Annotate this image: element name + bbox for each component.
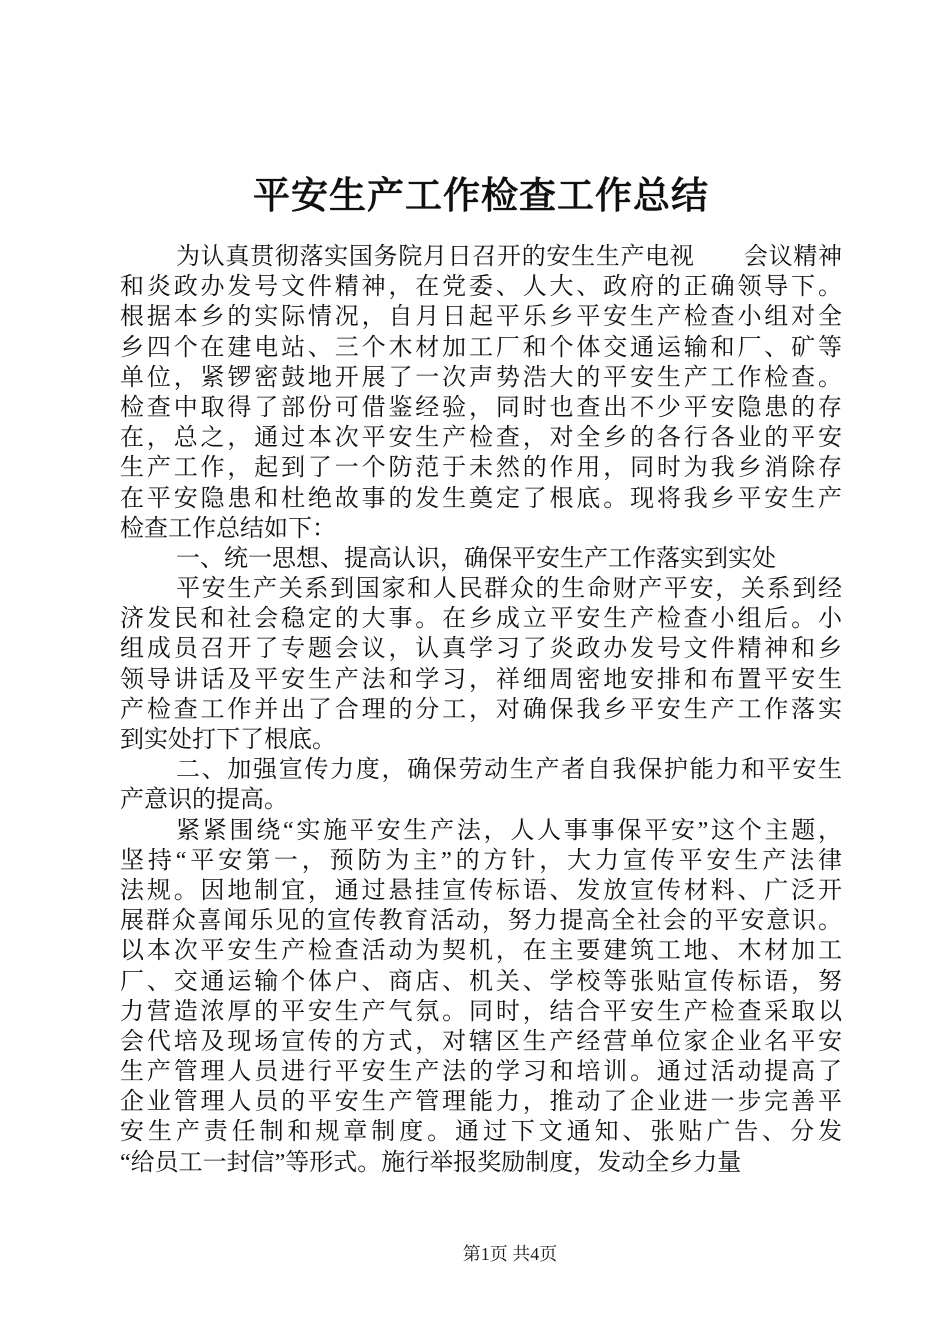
text-line: 生产管理人员进行平安生产法的学习和培训。通过活动提高了 xyxy=(120,1059,842,1086)
text-line: 在平安隐患和杜绝故事的发生奠定了根底。现将我乡平安生产 xyxy=(120,485,842,512)
text-line: 以本次平安生产检查活动为契机，在主要建筑工地、木材加工 xyxy=(120,938,842,965)
paragraph xyxy=(120,242,842,544)
paragraph xyxy=(120,816,842,1178)
text-line: 单位，紧锣密鼓地开展了一次声势浩大的平安生产工作检查。 xyxy=(120,364,842,391)
text-line: 为认真贯彻落实国务院月日召开的安生生产电视 会议精神 xyxy=(176,244,842,270)
text-line: 济发民和社会稳定的大事。在乡成立平安生产检查小组后。小 xyxy=(120,606,842,633)
text-line: 领导讲话及平安生产法和学习，祥细周密地安排和布置平安生 xyxy=(120,666,842,693)
paragraph xyxy=(120,544,842,574)
text-line: 一、统一思想、提高认识，确保平安生产工作落实到实处 xyxy=(176,545,776,572)
text-line: 会代培及现场宣传的方式，对辖区生产经营单位家企业名平安 xyxy=(120,1028,842,1055)
text-line: 厂、交通运输个体户、商店、机关、学校等张贴宣传标语，努 xyxy=(120,968,842,995)
text-line: 产检查工作并出了合理的分工，对确保我乡平安生产工作落实 xyxy=(120,696,842,723)
text-line: 根据本乡的实际情况，自月日起平乐乡平安生产检查小组对全 xyxy=(120,304,842,331)
text-line: 法规。因地制宜，通过悬挂宣传标语、发放宣传材料、广泛开 xyxy=(120,877,842,904)
text-line: 检查工作总结如下： xyxy=(120,515,336,542)
paragraph xyxy=(120,755,842,815)
text-line: 生产工作，起到了一个防范于未然的作用，同时为我乡消除存 xyxy=(120,455,842,482)
text-line: 二、加强宣传力度，确保劳动生产者自我保护能力和平安生 xyxy=(176,757,842,784)
paragraph xyxy=(120,574,842,755)
text-line: 坚持“平安第一，预防为主”的方针，大力宣传平安生产法律 xyxy=(120,847,842,874)
text-line: 安生产责任制和规章制度。通过下文通知、张贴广告、分发 xyxy=(120,1119,842,1146)
text-line: “给员工一封信”等形式。施行举报奖励制度，发动全乡力量 xyxy=(120,1149,742,1176)
text-line: 检查中取得了部份可借鉴经验，同时也查出不少平安隐患的存 xyxy=(120,394,842,421)
text-line: 组成员召开了专题会议，认真学习了炎政办发号文件精神和乡 xyxy=(120,636,842,663)
text-line: 平安生产关系到国家和人民群众的生命财产平安，关系到经 xyxy=(176,576,842,603)
text-line: 产意识的提高。 xyxy=(120,787,288,814)
page-number-label: 第1页 共4页 xyxy=(462,1244,558,1264)
text-line: 紧紧围绕“实施平安生产法，人人事事保平安”这个主题， xyxy=(176,817,842,844)
document-body xyxy=(120,242,842,1178)
document-title: 平安生产工作检查工作总结 xyxy=(253,176,709,217)
text-line: 在，总之，通过本次平安生产检查，对全乡的各行各业的平安 xyxy=(120,425,842,452)
page-footer xyxy=(120,1240,842,1266)
text-line: 展群众喜闻乐见的宣传教育活动，努力提高全社会的平安意识。 xyxy=(120,908,842,935)
text-line: 和炎政办发号文件精神，在党委、人大、政府的正确领导下。 xyxy=(120,274,842,301)
text-line: 力营造浓厚的平安生产气氛。同时，结合平安生产检查采取以 xyxy=(120,998,842,1025)
text-line: 乡四个在建电站、三个木材加工厂和个体交通运输和厂、矿等 xyxy=(120,334,842,361)
text-line: 到实处打下了根底。 xyxy=(120,727,336,753)
text-line: 企业管理人员的平安生产管理能力，推动了企业进一步完善平 xyxy=(120,1089,842,1116)
